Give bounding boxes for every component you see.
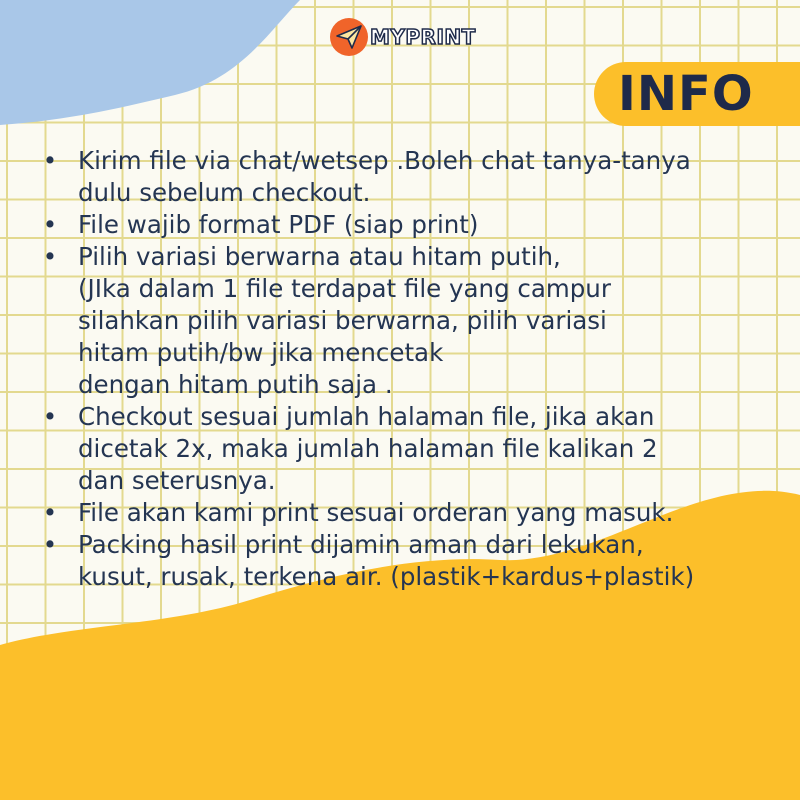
- logo-badge: [330, 18, 368, 56]
- list-item: [40, 401, 785, 497]
- bullet-icon: •: [42, 402, 58, 431]
- list-item: [40, 145, 785, 209]
- list-item-line: Kirim file via chat/wetsep .Boleh chat tanya-tanya: [78, 146, 691, 175]
- page-title: INFO: [618, 66, 754, 122]
- list-item: [40, 497, 785, 529]
- list-item-line: File akan kami print sesuai orderan yang masuk.: [78, 498, 674, 527]
- info-banner: [594, 62, 800, 126]
- list-item: [40, 241, 785, 401]
- bullet-icon: •: [42, 530, 58, 559]
- list-item-line: dan seterusnya.: [78, 466, 276, 495]
- list-item: [40, 529, 785, 593]
- brand-logo: [330, 18, 476, 56]
- paper-plane-icon: [334, 22, 364, 52]
- bullet-icon: •: [42, 498, 58, 527]
- list-item-line: hitam putih/bw jika mencetak: [78, 338, 444, 367]
- list-item-line: dengan hitam putih saja .: [78, 370, 393, 399]
- list-item-line: Pilih variasi berwarna atau hitam putih,: [78, 242, 561, 271]
- list-item-line: dulu sebelum checkout.: [78, 178, 371, 207]
- brand-name: MYPRINT: [370, 25, 476, 49]
- list-item-line: Packing hasil print dijamin aman dari lekukan,: [78, 530, 644, 559]
- list-item: [40, 209, 785, 241]
- list-item-line: (JIka dalam 1 file terdapat file yang campur: [78, 274, 611, 303]
- bullet-icon: •: [42, 242, 58, 271]
- list-item-line: File wajib format PDF (siap print): [78, 210, 479, 239]
- list-item-line: dicetak 2x, maka jumlah halaman file kalikan 2: [78, 434, 658, 463]
- list-item-line: Checkout sesuai jumlah halaman file, jika akan: [78, 402, 655, 431]
- list-item-line: kusut, rusak, terkena air. (plastik+kardus+plastik): [78, 562, 695, 591]
- bullet-icon: •: [42, 210, 58, 239]
- blue-blob-shape: [0, 0, 300, 125]
- info-list: [40, 145, 785, 593]
- list-item-line: silahkan pilih variasi berwarna, pilih variasi: [78, 306, 607, 335]
- bullet-icon: •: [42, 146, 58, 175]
